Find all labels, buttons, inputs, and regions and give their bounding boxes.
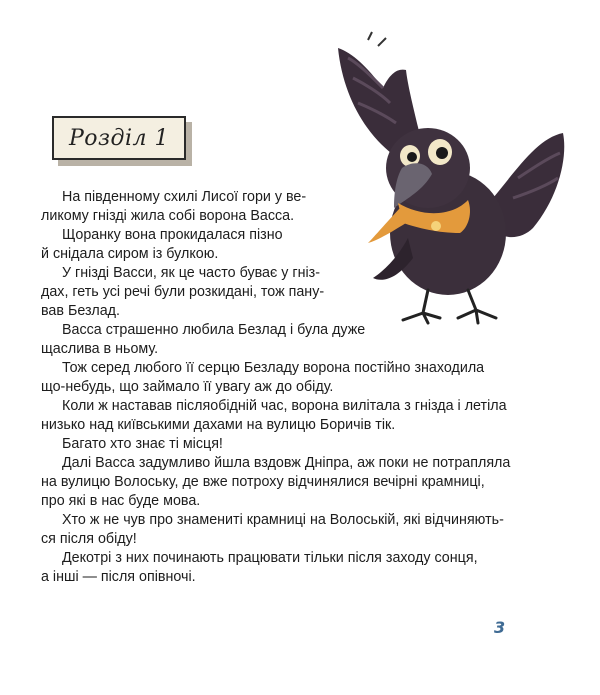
paragraph	[41, 359, 522, 397]
paragraph	[41, 454, 522, 511]
paragraph	[62, 435, 522, 454]
text-line: щаслива в ньому.	[41, 341, 159, 357]
paragraph	[41, 511, 522, 549]
text-line: низько над київськими дахами на вулицю Боричів тік.	[41, 417, 396, 433]
text-line: вав Безлад.	[41, 303, 120, 319]
paragraph	[41, 397, 522, 435]
text-line: й снідала сиром із булкою.	[41, 246, 219, 262]
text-line: Васса страшенно любила Безлад і була дуже	[62, 322, 366, 338]
text-line: Декотрі з них починають працювати тільки після заходу сонця,	[62, 550, 478, 566]
paragraph	[41, 188, 522, 226]
paragraph	[41, 226, 522, 264]
story-text	[41, 188, 522, 587]
page-number: 3	[494, 618, 506, 637]
chapter-heading-box	[52, 116, 186, 160]
paragraph	[41, 549, 522, 587]
text-line: У гнізді Васси, як це часто буває у гніз-	[62, 265, 320, 281]
text-line: про які в нас буде мова.	[41, 493, 201, 509]
paragraph	[41, 321, 522, 359]
text-line: На південному схилі Лисої гори у ве-	[62, 189, 307, 205]
text-line: а інші — після опівночі.	[41, 569, 196, 585]
text-line: Щоранку вона прокидалася пізно	[62, 227, 283, 243]
text-line: на вулицю Волоську, де вже потроху відчинялися вечірні крамниці,	[41, 474, 485, 490]
text-line: Багато хто знає ті місця!	[62, 436, 223, 452]
text-line: Коли ж наставав післяобідній час, ворона вилітала з гнізда і летіла	[62, 398, 507, 414]
text-line: ся після обіду!	[41, 531, 137, 547]
text-line: що-небудь, що займало її увагу аж до обіду.	[41, 379, 334, 395]
text-line: Далі Васса задумливо йшла вздовж Дніпра, аж поки не потрапляла	[62, 455, 511, 471]
chapter-title: Розділ 1	[68, 125, 170, 151]
paragraph	[41, 264, 522, 321]
text-line: Тож серед любого її серцю Безладу ворона постійно знаходила	[62, 360, 485, 376]
text-line: ликому гнізді жила собі ворона Васса.	[41, 208, 295, 224]
text-line: дах, геть усі речі були розкидані, тож пану-	[41, 284, 325, 300]
text-line: Хто ж не чув про знамениті крамниці на Волоській, які відчиняють-	[62, 512, 504, 528]
